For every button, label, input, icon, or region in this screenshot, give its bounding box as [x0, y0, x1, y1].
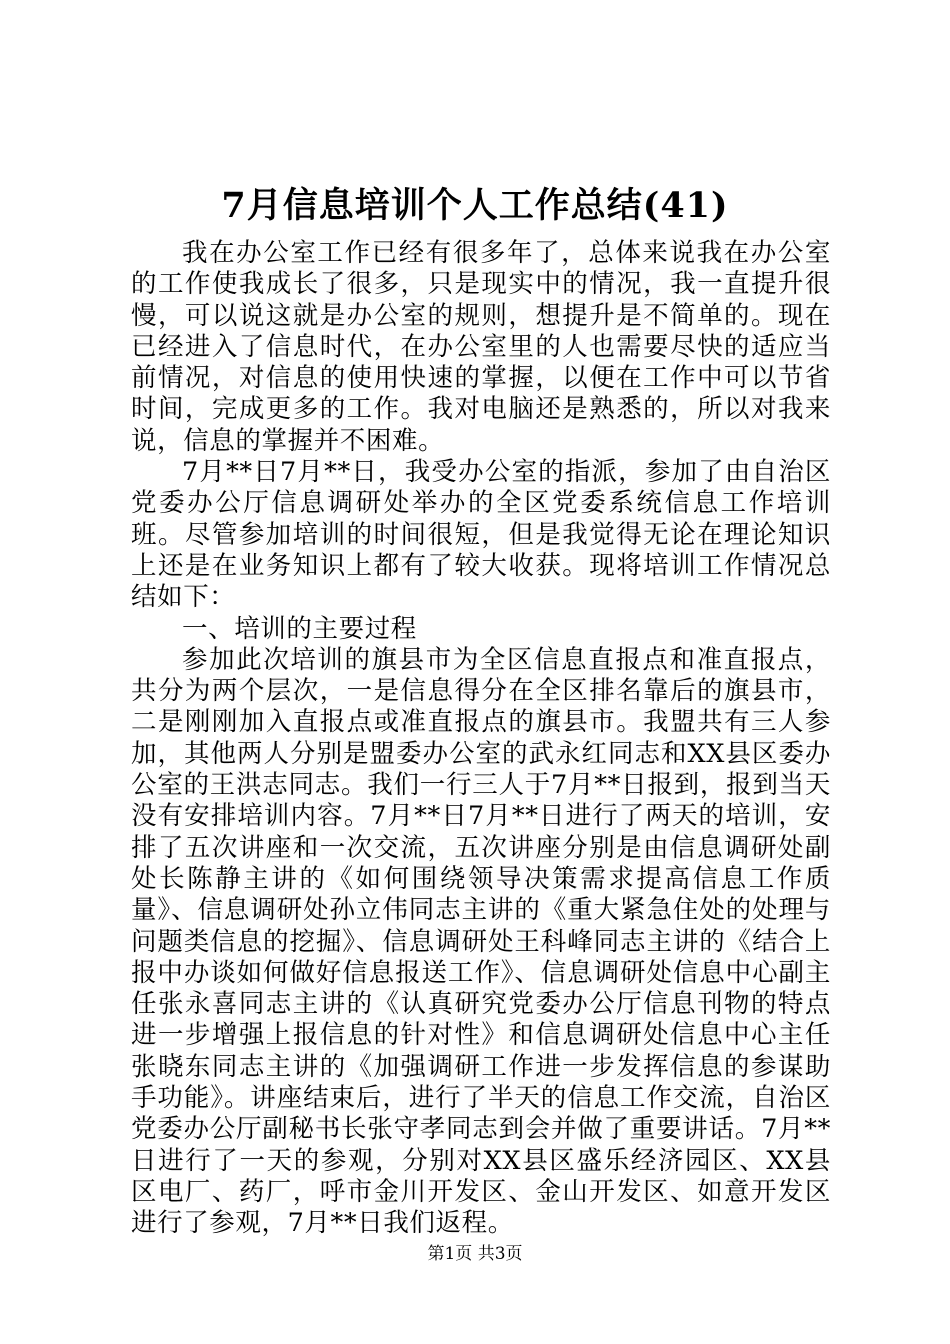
paragraph-training-notice: 7月**日7月**日，我受办公室的指派，参加了由自治区党委办公厅信息调研处举办的全区党委系统信息工作培训班。尽管参加培训的时间很短，但是我觉得无论在理论知识上还是在业务知识上都有了较大收获。现将培训工作情况总结如下：: [131, 457, 831, 613]
document-title: 7月信息培训个人工作总结(41): [221, 185, 729, 226]
document-body: [131, 238, 831, 1240]
section-heading-training-process: 一、培训的主要过程: [182, 613, 417, 644]
paragraph-training-details: 参加此次培训的旗县市为全区信息直报点和准直报点，共分为两个层次，一是信息得分在全区排名靠后的旗县市，二是刚刚加入直报点或准直报点的旗县市。我盟共有三人参加，其他两人分别是盟委办公室的武永红同志和XX县区委办公室的王洪志同志。我们一行三人于7月**日报到，报到当天没有安排培训内容。7月**日7月**日进行了两天的培训，安排了五次讲座和一次交流，五次讲座分别是由信息调研处副处长陈静主讲的《如何围绕领导决策需求提高信息工作质量》、信息调研处孙立伟同志主讲的《重大紧急住处的处理与问题类信息的挖掘》、信息调研处王科峰同志主讲的《结合上报中办谈如何做好信息报送工作》、信息调研处信息中心副主任张永喜同志主讲的《认真研究党委办公厅信息刊物的特点进一步增强上报信息的针对性》和信息调研处信息中心主任张晓东同志主讲的《加强调研工作进一步发挥信息的参谋助手功能》。讲座结束后，进行了半天的信息工作交流，自治区党委办公厅副秘书长张守孝同志到会并做了重要讲话。7月**日进行了一天的参观，分别对XX县区盛乐经济园区、XX县区电厂、药厂，呼市金川开发区、金山开发区、如意开发区进行了参观，7月**日我们返程。: [131, 644, 831, 1239]
page-footer: 第1页 共3页: [427, 1244, 523, 1264]
paragraph-intro: 我在办公室工作已经有很多年了，总体来说我在办公室的工作使我成长了很多，只是现实中的情况，我一直提升很慢，可以说这就是办公室的规则，想提升是不简单的。现在已经进入了信息时代，在办公室里的人也需要尽快的适应当前情况，对信息的使用快速的掌握，以便在工作中可以节省时间，完成更多的工作。我对电脑还是熟悉的，所以对我来说，信息的掌握并不困难。: [131, 238, 831, 456]
